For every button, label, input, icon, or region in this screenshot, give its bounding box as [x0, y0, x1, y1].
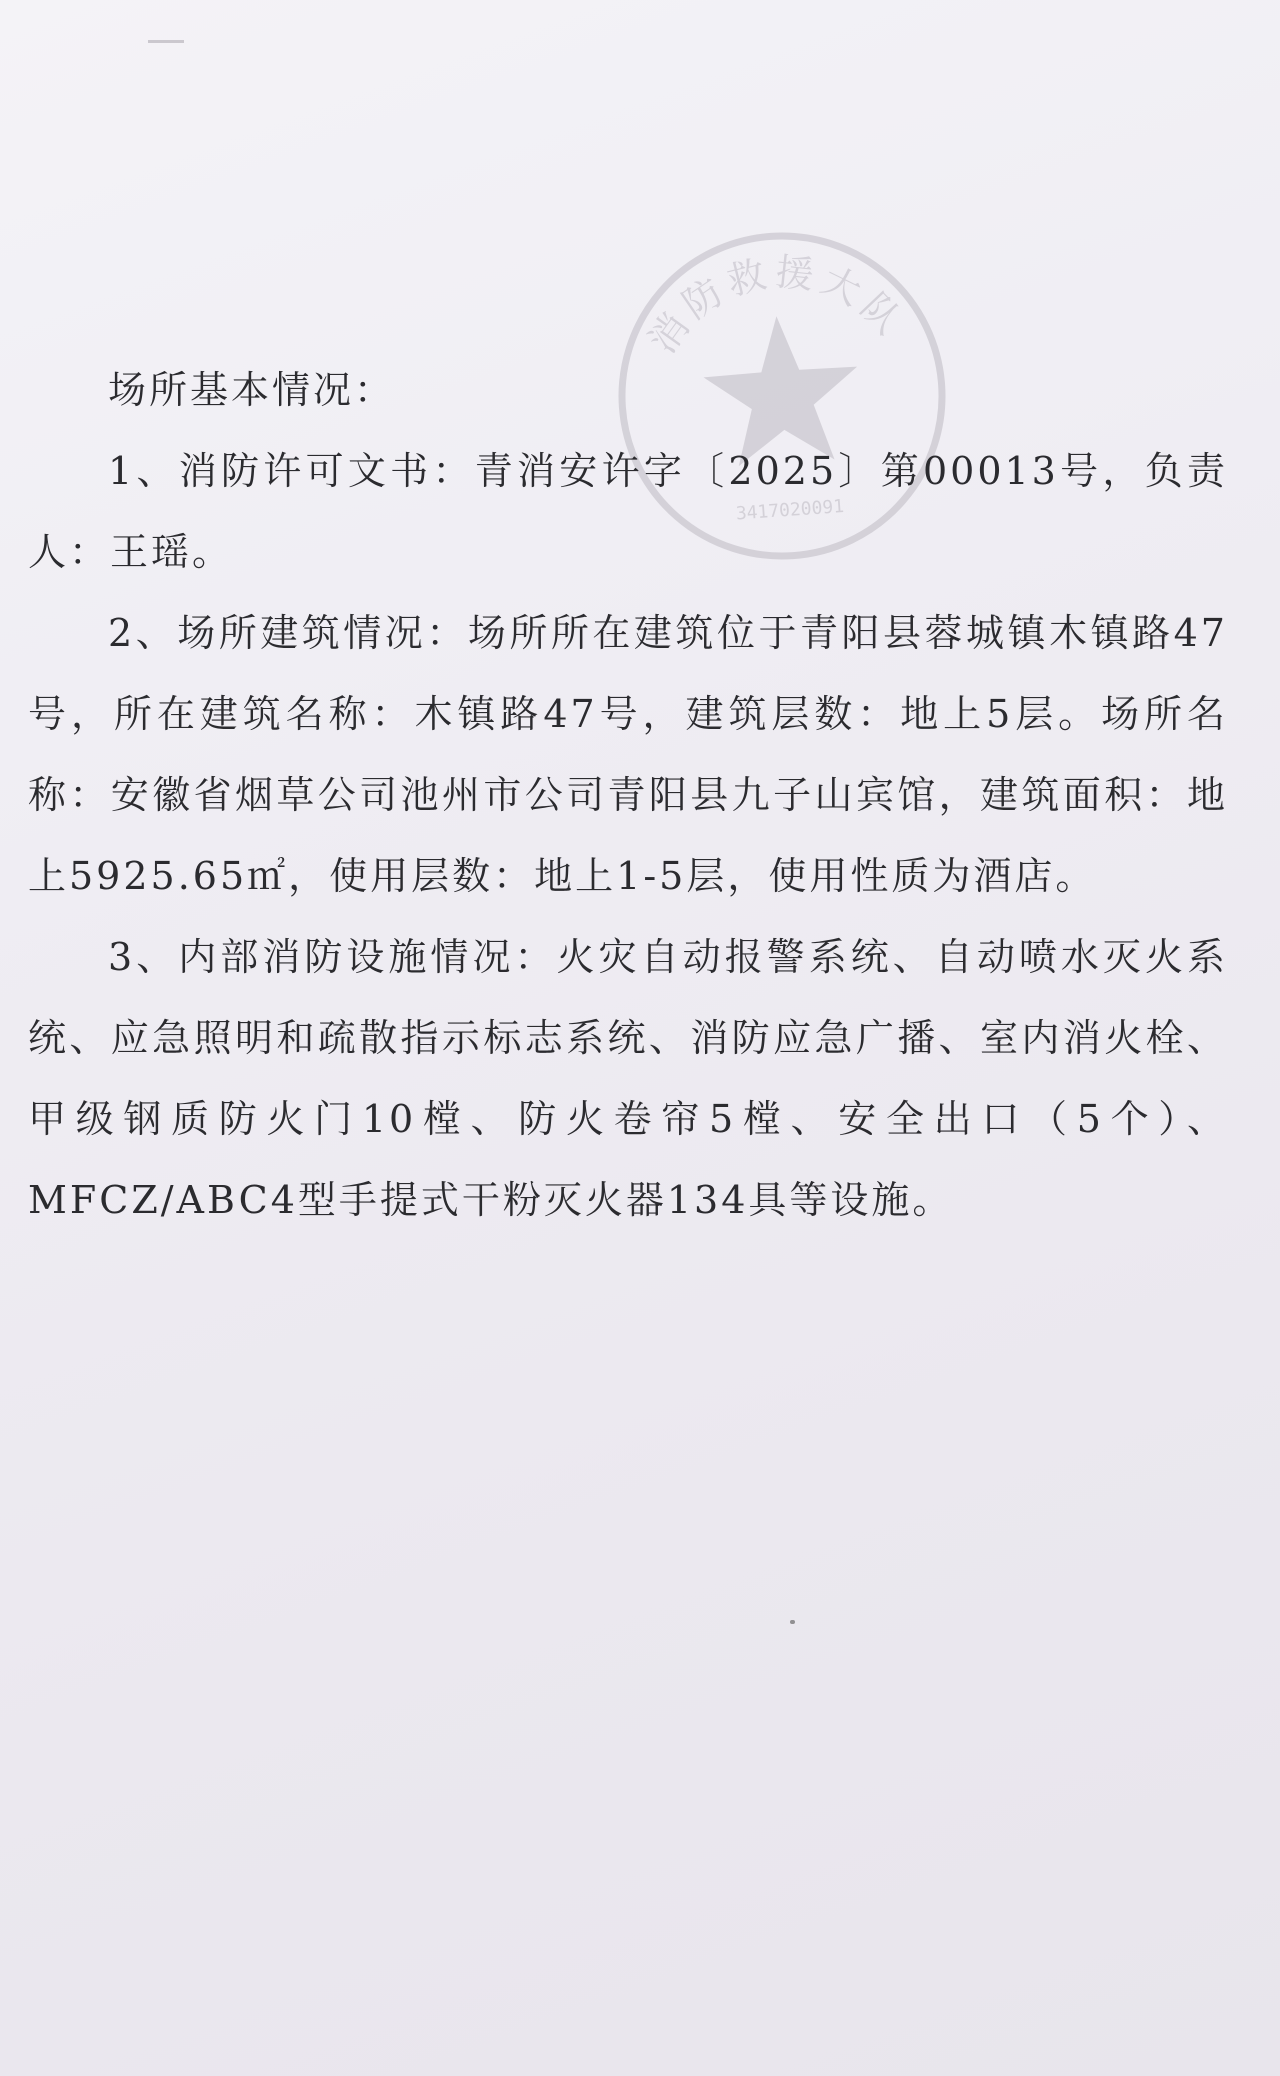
section-heading: 场所基本情况：: [108, 368, 396, 412]
paper-speck: [790, 1620, 795, 1624]
paragraph-facilities: 3、内部消防设施情况：火灾自动报警系统、自动喷水灭火系统、应急照明和疏散指示标志系统、消防应急广播、室内消火栓、甲级钢质防火门10樘、防火卷帘5樘、安全出口（5个）、MFCZ/ABC4型手提式干粉灭火器134具等设施。: [28, 935, 1228, 1222]
seal-code: 3417020091: [735, 495, 845, 525]
seal-arc-text: 消防救援大队: [640, 249, 915, 362]
document-body: [28, 350, 1228, 1241]
paragraph-license: 1、消防许可文书：青消安许字〔2025〕第00013号，负责人：王瑶。: [28, 449, 1228, 574]
scan-mark: [148, 40, 184, 43]
paragraph-building: 2、场所建筑情况：场所所在建筑位于青阳县蓉城镇木镇路47号，所在建筑名称：木镇路47号，建筑层数：地上5层。场所名称：安徽省烟草公司池州市公司青阳县九子山宾馆，建筑面积：地上5925.65㎡，使用层数：地上1-5层，使用性质为酒店。: [28, 611, 1228, 898]
